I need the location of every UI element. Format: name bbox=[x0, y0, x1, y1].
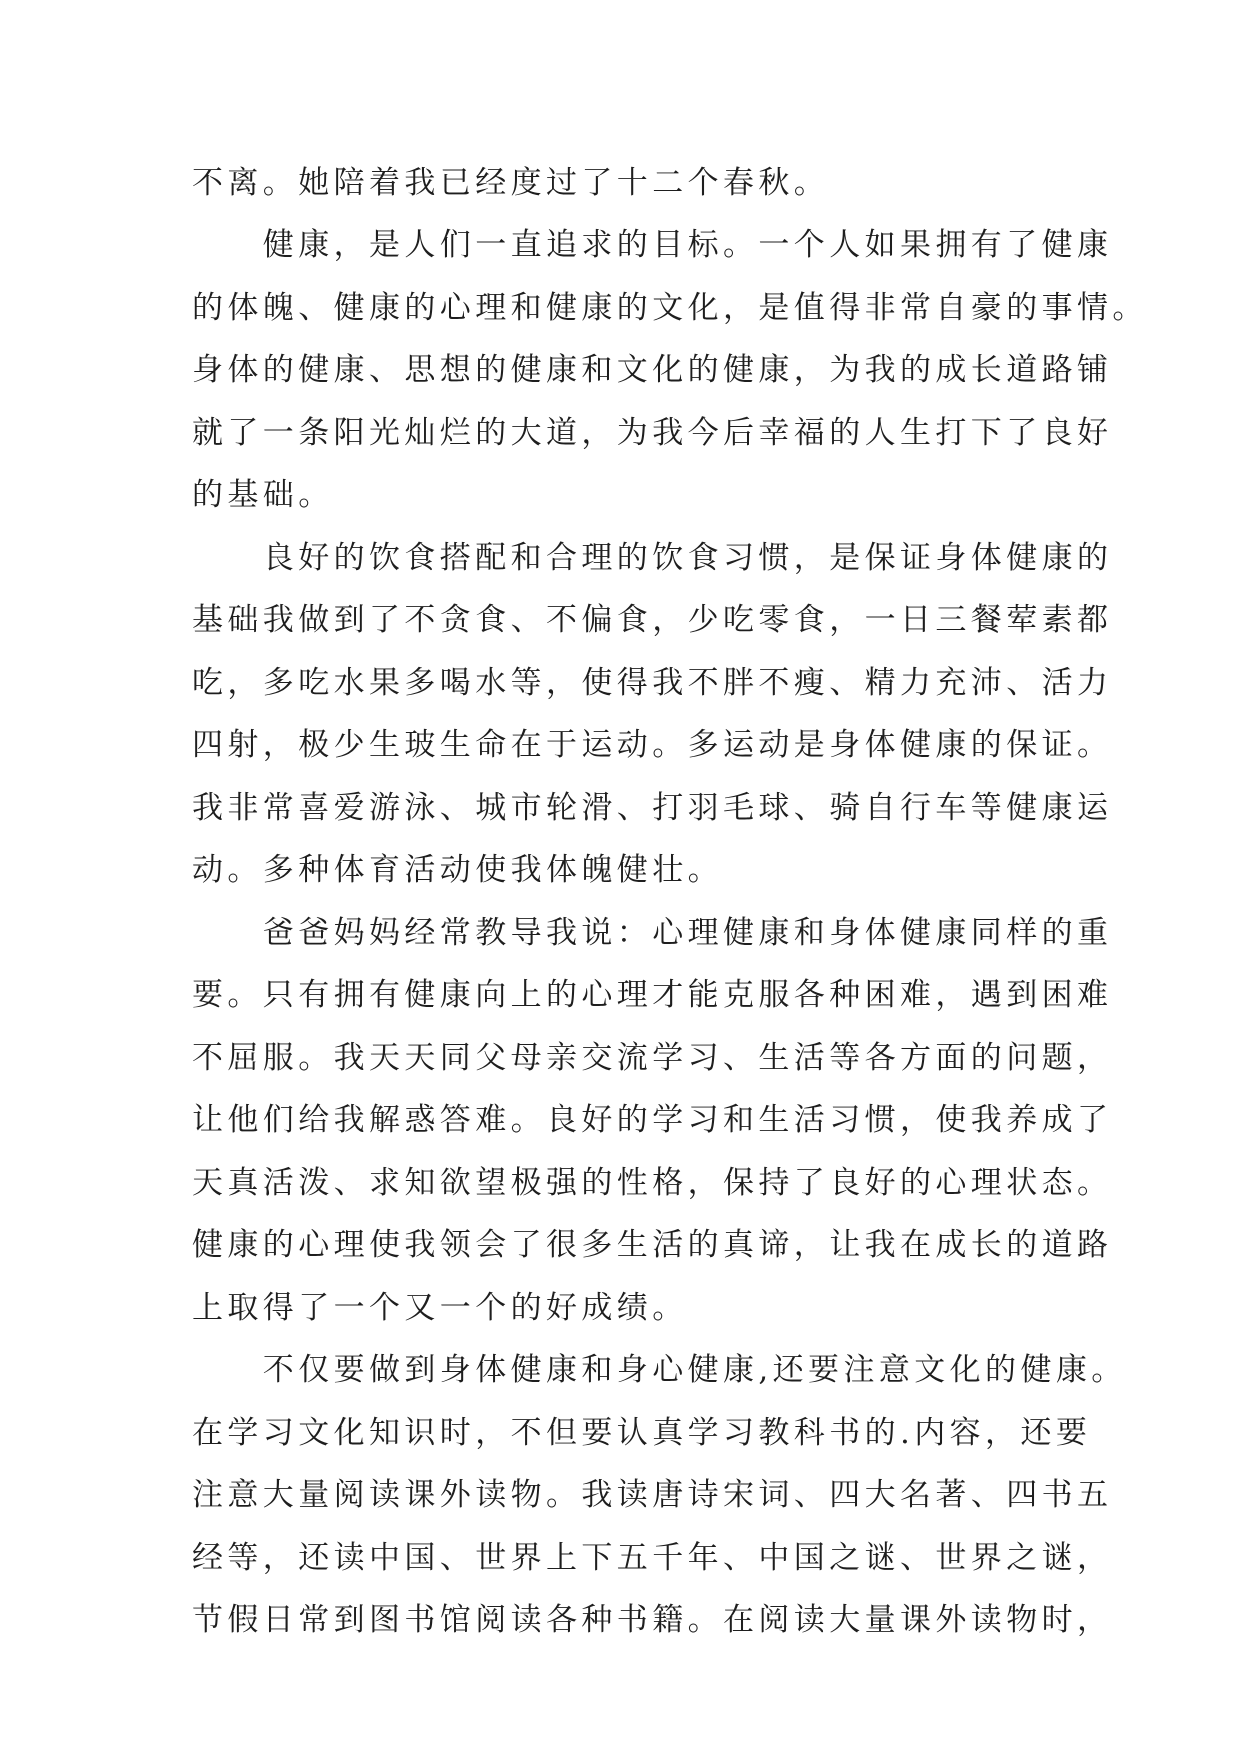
text-line: 健康的心理使我领会了很多生活的真谛，让我在成长的道路 bbox=[192, 1227, 1113, 1263]
text-line: 让他们给我解惑答难。良好的学习和生活习惯，使我养成了 bbox=[192, 1102, 1113, 1138]
text-line: 节假日常到图书馆阅读各种书籍。在阅读大量课外读物时， bbox=[192, 1602, 1113, 1638]
text-line: 上取得了一个又一个的好成绩。 bbox=[192, 1290, 688, 1326]
text-line: 天真活泼、求知欲望极强的性格，保持了良好的心理状态。 bbox=[192, 1165, 1113, 1201]
text-line: 吃，多吃水果多喝水等，使得我不胖不瘦、精力充沛、活力 bbox=[192, 665, 1113, 701]
text-line: 良好的饮食搭配和合理的饮食习惯，是保证身体健康的 bbox=[192, 540, 1113, 576]
text-line: 健康，是人们一直追求的目标。一个人如果拥有了健康 bbox=[192, 227, 1113, 263]
text-line: 经等，还读中国、世界上下五千年、中国之谜、世界之谜， bbox=[192, 1540, 1113, 1576]
text-line: 就了一条阳光灿烂的大道，为我今后幸福的人生打下了良好 bbox=[192, 415, 1113, 451]
text-line: 不离。她陪着我已经度过了十二个春秋。 bbox=[192, 165, 830, 201]
text-line: 动。多种体育活动使我体魄健壮。 bbox=[192, 852, 723, 888]
text-line: 我非常喜爱游泳、城市轮滑、打羽毛球、骑自行车等健康运 bbox=[192, 790, 1113, 826]
text-line: 不屈服。我天天同父母亲交流学习、生活等各方面的问题， bbox=[192, 1040, 1113, 1076]
text-line: 身体的健康、思想的健康和文化的健康，为我的成长道路铺 bbox=[192, 352, 1113, 388]
text-line: 爸爸妈妈经常教导我说：心理健康和身体健康同样的重 bbox=[192, 915, 1113, 951]
text-line: 的体魄、健康的心理和健康的文化，是值得非常自豪的事情。 bbox=[192, 290, 1148, 326]
text-line: 在学习文化知识时，不但要认真学习教科书的.内容，还要 bbox=[192, 1415, 1092, 1451]
text-line: 不仅要做到身体健康和身心健康,还要注意文化的健康。 bbox=[192, 1352, 1127, 1388]
text-line: 要。只有拥有健康向上的心理才能克服各种困难，遇到困难 bbox=[192, 977, 1113, 1013]
text-line: 注意大量阅读课外读物。我读唐诗宋词、四大名著、四书五 bbox=[192, 1477, 1113, 1513]
text-line: 四射，极少生玻生命在于运动。多运动是身体健康的保证。 bbox=[192, 727, 1113, 763]
text-line: 的基础。 bbox=[192, 477, 334, 513]
text-line: 基础我做到了不贪食、不偏食，少吃零食，一日三餐荤素都 bbox=[192, 602, 1113, 638]
